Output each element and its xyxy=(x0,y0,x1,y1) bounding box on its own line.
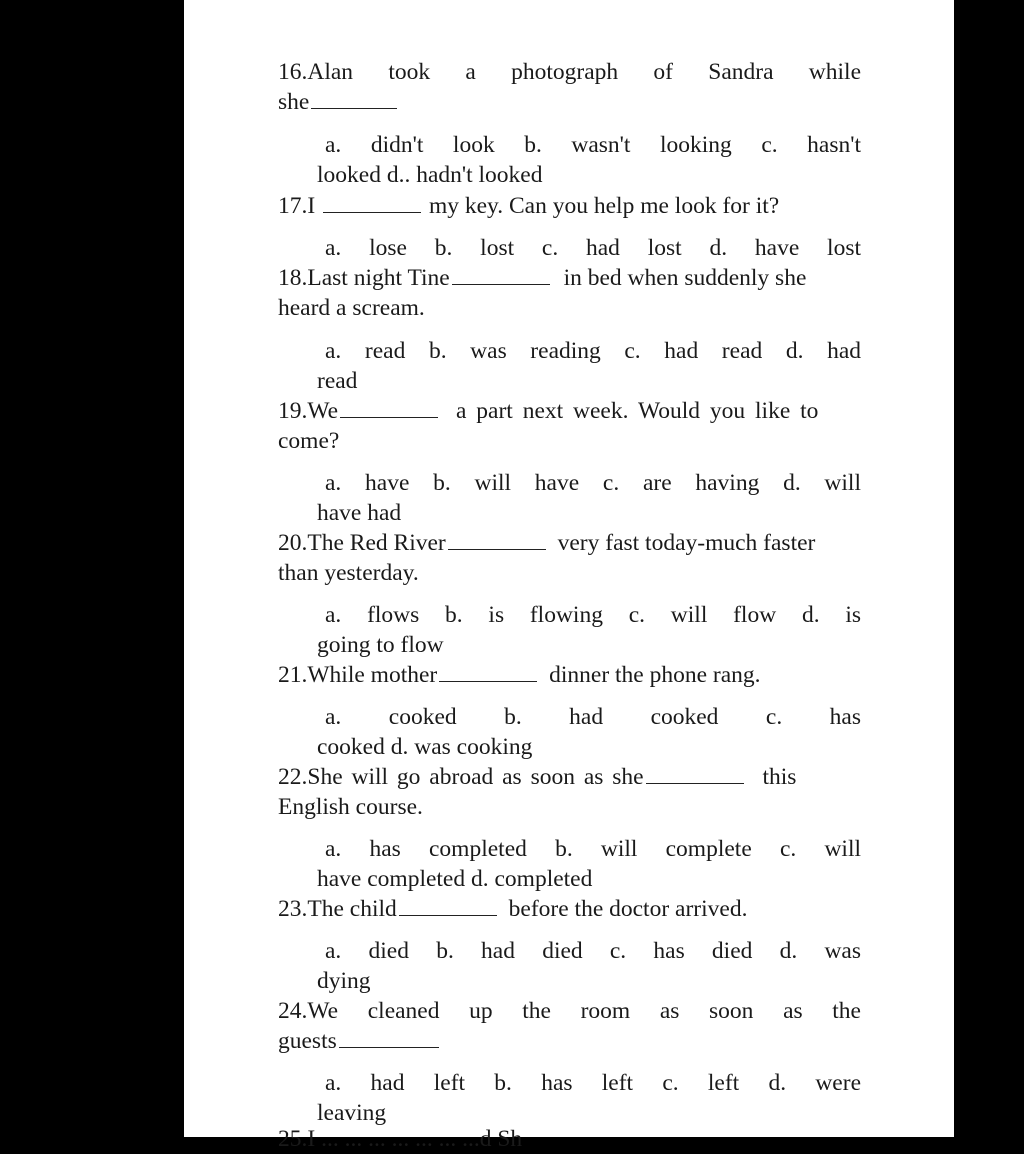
worksheet-page xyxy=(184,0,954,1152)
question-23-options-line-1: a. died b. had died c. has died d. was xyxy=(325,938,861,964)
question-18-stem-end: in bed when suddenly she xyxy=(563,265,807,291)
question-17-stem-start: 17.I xyxy=(278,193,316,219)
question-22-options-line-2: have completed d. completed xyxy=(317,866,593,892)
question-19-stem-line-2: come? xyxy=(278,428,340,454)
question-17-stem-end: my key. Can you help me look for it? xyxy=(428,193,780,219)
answer-blank xyxy=(340,397,438,418)
question-24-options-line-2: leaving xyxy=(317,1100,387,1126)
question-20-stem-line-2: than yesterday. xyxy=(278,560,419,586)
question-23-options-line-2: dying xyxy=(317,968,371,994)
question-23-stem xyxy=(278,894,861,924)
question-16-stem-line-2 xyxy=(278,87,861,117)
question-21-options-line-1: a. cooked b. had cooked c. has xyxy=(325,704,861,730)
answer-blank xyxy=(339,1027,439,1048)
question-22-options-line-1: a. has completed b. will complete c. will xyxy=(325,836,861,862)
question-19-options-line-2: have had xyxy=(317,500,402,526)
question-18-stem-start: 18.Last night Tine xyxy=(278,265,450,291)
question-20-stem-start: 20.The Red River xyxy=(278,530,446,556)
question-24-options-line-1: a. had left b. has left c. left d. were xyxy=(325,1070,861,1096)
question-17-stem xyxy=(278,191,861,221)
answer-blank xyxy=(323,192,421,213)
answer-blank xyxy=(646,763,744,784)
answer-blank xyxy=(399,895,497,916)
question-25-partial: 25.I ... ... ... ... ... ... ...d Sh xyxy=(278,1126,523,1152)
question-23-stem-end: before the doctor arrived. xyxy=(508,896,748,922)
question-19-stem-start: 19.We xyxy=(278,398,339,424)
question-18-stem-line-2: heard a scream. xyxy=(278,295,425,321)
question-21-stem xyxy=(278,660,861,690)
question-19-stem-line-1 xyxy=(278,396,861,426)
answer-blank xyxy=(448,529,546,550)
question-24-stem-text: guests xyxy=(278,1028,337,1054)
question-21-stem-end: dinner the phone rang. xyxy=(549,662,761,688)
question-18-stem-line-1 xyxy=(278,263,861,293)
question-16-options-line-1: a. didn't look b. wasn't looking c. hasn't xyxy=(325,132,861,158)
question-18-options-line-2: read xyxy=(317,368,358,394)
answer-blank xyxy=(311,88,397,109)
question-16-options-line-2: looked d.. hadn't looked xyxy=(317,162,543,188)
question-21-options-line-2: cooked d. was cooking xyxy=(317,734,533,760)
question-16-stem-line-1: 16.Alan took a photograph of Sandra while xyxy=(278,59,861,85)
question-20-options-line-1: a. flows b. is flowing c. will flow d. is xyxy=(325,602,861,628)
answer-blank xyxy=(439,661,537,682)
question-17-options: a. lose b. lost c. had lost d. have lost xyxy=(325,235,861,261)
question-18-options-line-1: a. read b. was reading c. had read d. had xyxy=(325,338,861,364)
question-19-options-line-1: a. have b. will have c. are having d. will xyxy=(325,470,861,496)
question-22-stem-end: this xyxy=(762,764,797,790)
question-16-stem-text: she xyxy=(278,89,310,115)
question-20-options-line-2: going to flow xyxy=(317,632,444,658)
question-20-stem-line-1 xyxy=(278,528,861,558)
question-21-stem-start: 21.While mother xyxy=(278,662,438,688)
question-20-stem-end: very fast today-much faster xyxy=(557,530,816,556)
question-23-stem-start: 23.The child xyxy=(278,896,397,922)
question-22-stem-line-1 xyxy=(278,762,861,792)
question-22-stem-start: 22.She will go abroad as soon as she xyxy=(278,764,644,790)
answer-blank xyxy=(452,264,550,285)
question-24-stem-line-1: 24.We cleaned up the room as soon as the xyxy=(278,998,861,1024)
question-19-stem-end: a part next week. Would you like to xyxy=(455,398,819,424)
question-22-stem-line-2: English course. xyxy=(278,794,423,820)
question-24-stem-line-2 xyxy=(278,1026,861,1056)
